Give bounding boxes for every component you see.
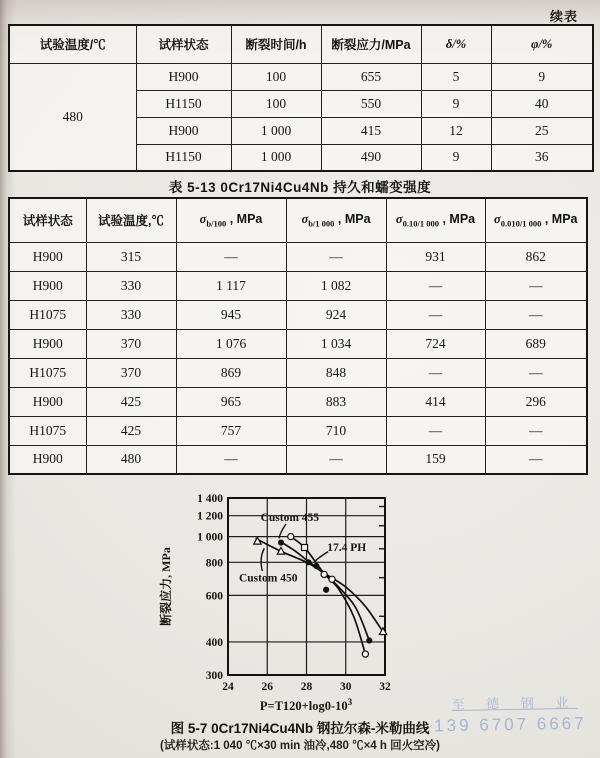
- table2-cell: 370: [86, 329, 176, 358]
- table2-cell: 945: [176, 300, 286, 329]
- table2-header-cell: 试验温度,℃: [86, 198, 176, 242]
- table2-cell: 1 076: [176, 329, 286, 358]
- table2-header-cell: 试样状态: [9, 198, 86, 242]
- table2-cell: —: [176, 242, 286, 271]
- annotation-custom-450: Custom 450: [238, 572, 298, 585]
- y-tick-label: 1 200: [197, 510, 223, 523]
- y-tick-label: 800: [205, 557, 223, 570]
- table1-row: [9, 63, 593, 90]
- table1-cell: H900: [136, 63, 231, 90]
- table1-cell: 9: [421, 90, 491, 117]
- table2-cell: 425: [86, 416, 176, 445]
- table1-merged-temperature-cell: 480: [9, 63, 136, 171]
- watermark: [433, 692, 586, 737]
- y-tick-label: 1 000: [197, 531, 223, 544]
- rupture-strength-table: [8, 24, 594, 172]
- marker-filled-circle: [305, 559, 311, 565]
- table1-cell: 5: [421, 63, 491, 90]
- table1-cell: 25: [491, 117, 593, 144]
- table2-cell: 724: [386, 329, 485, 358]
- table2-cell: 370: [86, 358, 176, 387]
- table2-row: [9, 445, 587, 474]
- annotation-custom-455: Custom 455: [260, 512, 320, 525]
- watermark-phone-number: 139 6707 6667: [433, 713, 587, 736]
- table2-cell: 330: [86, 271, 176, 300]
- table1-cell: 655: [321, 63, 421, 90]
- table2-cell: 689: [485, 329, 587, 358]
- table2-cell: H1075: [9, 416, 86, 445]
- table1-cell: 12: [421, 117, 491, 144]
- annotation-17.4-ph: 17.4 PH: [327, 541, 367, 554]
- table1-cell: H900: [136, 117, 231, 144]
- table1-cell: 550: [321, 90, 421, 117]
- table2-row: [9, 271, 587, 300]
- table1-cell: 490: [321, 144, 421, 171]
- table1-cell: 36: [491, 144, 593, 171]
- figure-subcaption: (试样状态:1 040 ℃×30 min 油冷,480 ℃×4 h 回火空冷): [160, 740, 440, 752]
- table1-cell: 9: [421, 144, 491, 171]
- table2-row: [9, 358, 587, 387]
- table2-cell: 425: [86, 387, 176, 416]
- table2-cell: —: [485, 271, 587, 300]
- table2-cell: 848: [286, 358, 386, 387]
- table2-cell: —: [286, 445, 386, 474]
- table1-cell: 415: [321, 117, 421, 144]
- table1-cell: 100: [231, 63, 321, 90]
- x-tick-label: 30: [340, 681, 352, 693]
- table1-cell: 40: [491, 90, 593, 117]
- table2-cell: 710: [286, 416, 386, 445]
- larson-miller-chart: [150, 488, 418, 698]
- table2-cell: —: [485, 300, 587, 329]
- table2-cell: 883: [286, 387, 386, 416]
- x-tick-label: 32: [379, 681, 391, 693]
- table2-cell: 414: [386, 387, 485, 416]
- table2-cell: H900: [9, 242, 86, 271]
- x-tick-label: 24: [222, 681, 234, 693]
- table2-cell: 869: [176, 358, 286, 387]
- marker-open-circle: [321, 571, 327, 577]
- table2-cell: 862: [485, 242, 587, 271]
- marker-filled-circle: [366, 637, 372, 643]
- table2-cell: 965: [176, 387, 286, 416]
- table1-cell: 1 000: [231, 117, 321, 144]
- marker-open-square: [302, 544, 308, 550]
- marker-filled-circle: [323, 587, 329, 593]
- table2-cell: H900: [9, 329, 86, 358]
- table2-header-cell: $\sigma_{b/100}$ , MPa: [176, 198, 286, 242]
- table2-cell: H1075: [9, 358, 86, 387]
- y-tick-label: 600: [205, 590, 223, 603]
- table2-header-cell: $\sigma_{b/1 000}$ , MPa: [286, 198, 386, 242]
- table2-header-cell: $\sigma_{0.010/1 000}$ , MPa: [485, 198, 587, 242]
- table2-cell: —: [485, 416, 587, 445]
- marker-open-circle: [288, 534, 294, 540]
- table2-cell: H1075: [9, 300, 86, 329]
- table2-row: [9, 387, 587, 416]
- table2-row: [9, 329, 587, 358]
- table2-cell: 931: [386, 242, 485, 271]
- y-tick-label: 1 400: [197, 493, 223, 505]
- table2-cell: 315: [86, 242, 176, 271]
- table1-header-cell: 试验温度/℃: [9, 25, 136, 63]
- table1-cell: 9: [491, 63, 593, 90]
- table2-cell: 330: [86, 300, 176, 329]
- table2-cell: 924: [286, 300, 386, 329]
- table2-cell: 1 082: [286, 271, 386, 300]
- table2-cell: 1 034: [286, 329, 386, 358]
- marker-open-circle: [362, 651, 368, 657]
- table2-cell: H900: [9, 445, 86, 474]
- table2-cell: —: [485, 445, 587, 474]
- table2-cell: —: [176, 445, 286, 474]
- marker-filled-circle: [278, 539, 284, 545]
- table1-header-cell: φ/%: [491, 25, 593, 63]
- y-tick-label: 300: [205, 670, 223, 682]
- table2-cell: —: [286, 242, 386, 271]
- table2-header-cell: $\sigma_{0.10/1 000}$ , MPa: [386, 198, 485, 242]
- table-5-13-title: 表 5-13 0Cr17Ni4Cu4Nb 持久和蠕变强度: [168, 180, 432, 195]
- annotation-leader: [315, 552, 328, 562]
- table2-cell: 757: [176, 416, 286, 445]
- table2-cell: —: [386, 271, 485, 300]
- table2-cell: H900: [9, 271, 86, 300]
- table1-cell: 1 000: [231, 144, 321, 171]
- marker-filled-circle: [313, 563, 319, 569]
- table2-cell: —: [386, 358, 485, 387]
- table1-cell: H1150: [136, 144, 231, 171]
- creep-strength-table: [8, 197, 588, 475]
- y-tick-label: 400: [205, 636, 223, 649]
- table1-header-cell: 断裂时间/h: [231, 25, 321, 63]
- y-axis-title: 断裂应力, MPa: [159, 547, 173, 626]
- table1-cell: 100: [231, 90, 321, 117]
- chart-plot-area: [150, 488, 418, 698]
- annotation-leader: [261, 548, 264, 571]
- table2-cell: 159: [386, 445, 485, 474]
- x-axis-label-superscript: 3: [347, 697, 353, 707]
- table2-cell: 480: [86, 445, 176, 474]
- table2-cell: —: [386, 416, 485, 445]
- table2-row: [9, 242, 587, 271]
- table2-cell: —: [485, 358, 587, 387]
- table2-cell: 1 117: [176, 271, 286, 300]
- table2-cell: 296: [485, 387, 587, 416]
- x-tick-label: 28: [300, 681, 313, 693]
- continuation-table-label: 续表: [549, 9, 578, 24]
- figure-caption: 图 5-7 0Cr17Ni4Cu4Nb 钢拉尔森-米勒曲线: [170, 721, 430, 736]
- table1-header-cell: 断裂应力/MPa: [321, 25, 421, 63]
- table1-header-cell: 试样状态: [136, 25, 231, 63]
- table2-cell: H900: [9, 387, 86, 416]
- table2-row: [9, 300, 587, 329]
- x-axis-label-text: P=T120+log0-10: [259, 699, 348, 714]
- table2-row: [9, 416, 587, 445]
- table1-header-cell: δ/%: [421, 25, 491, 63]
- marker-open-circle: [329, 576, 335, 582]
- x-tick-label: 26: [261, 681, 273, 693]
- watermark-company-name: 至 德 钢 业: [451, 694, 578, 713]
- table2-cell: —: [386, 300, 485, 329]
- table1-cell: H1150: [136, 90, 231, 117]
- chart-x-axis-label: [156, 697, 456, 714]
